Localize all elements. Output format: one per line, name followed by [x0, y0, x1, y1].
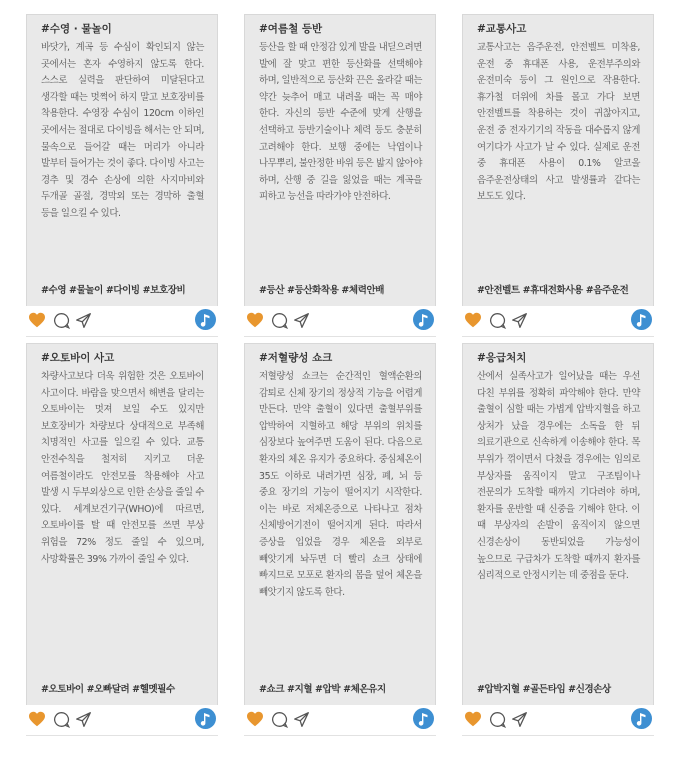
post-hashtags: #등산 #등산화착용 #체력안배	[259, 285, 385, 296]
paper-plane-icon[interactable]	[75, 312, 92, 329]
paper-plane-icon[interactable]	[75, 711, 92, 728]
comment-bubble-icon[interactable]	[489, 312, 506, 329]
music-note-icon[interactable]	[413, 708, 434, 729]
paper-plane-icon[interactable]	[511, 711, 528, 728]
post-title: #저혈량성 쇼크	[259, 352, 333, 364]
post-hashtags: #오토바이 #오빠달려 #헬멧필수	[41, 684, 175, 695]
comment-bubble-icon[interactable]	[489, 711, 506, 728]
post-action-bar	[26, 705, 218, 736]
post-title: #수영 · 물놀이	[41, 23, 112, 35]
post-action-bar	[244, 705, 436, 736]
music-note-icon[interactable]	[413, 309, 434, 330]
paper-plane-icon[interactable]	[511, 312, 528, 329]
post-card-traffic	[462, 14, 654, 337]
post-body	[26, 343, 218, 705]
post-card-motorcycle	[26, 343, 218, 736]
paper-plane-icon[interactable]	[293, 312, 310, 329]
post-title: #여름철 등반	[259, 23, 323, 35]
heart-icon[interactable]	[464, 312, 482, 328]
post-title: #교통사고	[477, 23, 527, 35]
heart-icon[interactable]	[464, 711, 482, 727]
post-action-bar	[462, 705, 654, 736]
post-action-bar	[462, 306, 654, 337]
post-text: 차량사고보다 더욱 위험한 것은 오토바이 사고이다. 바람을 맞으면서 해변을 달리는 오토바이는 멋져 보일 수도 있지만 보호장비가 차량보다 상대적으로 부족해 치명적인 사고를 일으킬 수 있다. 교통 안전수칙을 철저히 지키고 더운 여름철이라도 안전모를 착용해야 사고 발생 시 두부외상으로 인한 손상을 줄일 수 있다. 세계보건기구(WHO)에 따르면, 오토바이를 탈 때 안전모를 쓰면 부상 위험을 72% 정도 줄일 수 있으며, 사망확률은 39% 가까이 줄일 수 있다.	[41, 371, 204, 565]
post-body	[244, 14, 436, 306]
post-action-bar	[244, 306, 436, 337]
post-hashtags: #쇼크 #지혈 #압박 #체온유지	[259, 684, 386, 695]
post-hashtags: #압박지혈 #골든타임 #신경손상	[477, 684, 611, 695]
post-hashtags: #안전벨트 #휴대전화사용 #음주운전	[477, 285, 629, 296]
post-body	[244, 343, 436, 705]
comment-bubble-icon[interactable]	[271, 312, 288, 329]
post-action-bar	[26, 306, 218, 337]
heart-icon[interactable]	[246, 312, 264, 328]
post-text: 교통사고는 음주운전, 안전벨트 미착용, 운전 중 휴대폰 사용, 운전부주의와 운전미숙 등이 그 원인으로 작용한다. 휴가철 더위에 차를 몰고 가다 보면 안전벨트를 착용하는 것이 귀찮아지고, 운전 중 전자기기의 작동을 대수롭지 않게 여기다가 사고가 날 수 있다. 실제로 운전 중 휴대폰 사용이 0.1% 알코올 음주운전상태의 사고 발생률과 같다는 보도도 있다.	[477, 42, 640, 203]
post-text: 산에서 실족사고가 일어났을 때는 우선 다친 부위를 정확히 파악해야 한다. 만약 출혈이 심할 때는 가볍게 압박지혈을 하고 상처가 났을 경우에는 소독을 한 뒤 의료기관으로 신속하게 이송해야 한다. 목 부위가 꺾이면서 다쳤을 경우에는 임의로 부상자를 움직이지 말고 구조팀이나 전문의가 도착할 때까지 기다려야 하며, 환자를 운반할 때 신중을 기해야 한다. 이 때 부상자의 손발이 움직이지 않으면 신경손상이 동반되었을 가능성이 높으므로 구급차가 도착할 때까지 환자를 심리적으로 안정시키는 데 중점을 둔다.	[477, 371, 640, 582]
music-note-icon[interactable]	[195, 708, 216, 729]
post-text: 바닷가, 계곡 등 수심이 확인되지 않는 곳에서는 혼자 수영하지 않도록 한다. 스스로 실력을 판단하여 미달된다고 생각할 때는 멋쩍어 하지 말고 보호장비를 착용한다. 수영장 수심이 120cm 이하인 곳에서는 절대로 다이빙을 해서는 안 되며, 물속으로 들어갈 때는 머리가 아니라 발부터 들어가는 것이 좋다. 다이빙 사고는 경추 및 경수 손상에 의한 사지마비와 두개골 골절, 경막외 또는 경막하 출혈 등을 일으킬 수 있다.	[41, 42, 204, 219]
post-title: #응급처치	[477, 352, 527, 364]
comment-bubble-icon[interactable]	[53, 711, 70, 728]
post-hashtags: #수영 #물놀이 #다이빙 #보호장비	[41, 285, 186, 296]
post-card-swimming	[26, 14, 218, 337]
post-card-shock	[244, 343, 436, 736]
paper-plane-icon[interactable]	[293, 711, 310, 728]
post-body	[462, 343, 654, 705]
post-text: 등산을 할 때 안정감 있게 발을 내딛으려면 발에 잘 맞고 편한 등산화를 선택해야 하며, 일반적으로 등산화 끈은 올라갈 때는 약간 늦추어 매고 내려올 때는 꼭 매야 한다. 자신의 등반 수준에 맞게 산행을 선택하고 등반기술이나 체력 등도 충분히 고려해야 한다. 보행 중에는 낙엽이나 나무뿌리, 불안정한 바위 등은 밟지 않아야 하며, 산행 중 길을 잃었을 때는 계곡을 피하고 능선을 따라가야 안전하다.	[259, 42, 422, 203]
heart-icon[interactable]	[246, 711, 264, 727]
music-note-icon[interactable]	[631, 309, 652, 330]
post-title: #오토바이 사고	[41, 352, 115, 364]
post-body	[26, 14, 218, 306]
post-body	[462, 14, 654, 306]
post-card-first-aid	[462, 343, 654, 736]
heart-icon[interactable]	[28, 312, 46, 328]
music-note-icon[interactable]	[195, 309, 216, 330]
comment-bubble-icon[interactable]	[53, 312, 70, 329]
post-text: 저혈량성 쇼크는 순간적인 혈액순환의 감퇴로 신체 장기의 정상적 기능을 어렵게 만든다. 만약 출혈이 있다면 출혈부위를 압박하여 지혈하고 해당 부위의 위치를 심장보다 높여주면 도움이 된다. 다음으로 환자의 체온 유지가 중요하다. 중심체온이 35도 이하로 내려가면 심장, 폐, 뇌 등 중요 장기의 기능이 떨어지기 시작한다. 이는 바로 저체온증으로 나타나고 점차 신체방어기전이 떨어지게 된다. 따라서 증상을 입었을 경우 체온을 외부로 빼앗기게 놔두면 더 빨리 쇼크 상태에 빠지므로 모포로 환자의 몸을 덮어 체온을 빼앗기지 않도록 한다.	[259, 371, 422, 598]
music-note-icon[interactable]	[631, 708, 652, 729]
post-card-hiking	[244, 14, 436, 337]
comment-bubble-icon[interactable]	[271, 711, 288, 728]
heart-icon[interactable]	[28, 711, 46, 727]
